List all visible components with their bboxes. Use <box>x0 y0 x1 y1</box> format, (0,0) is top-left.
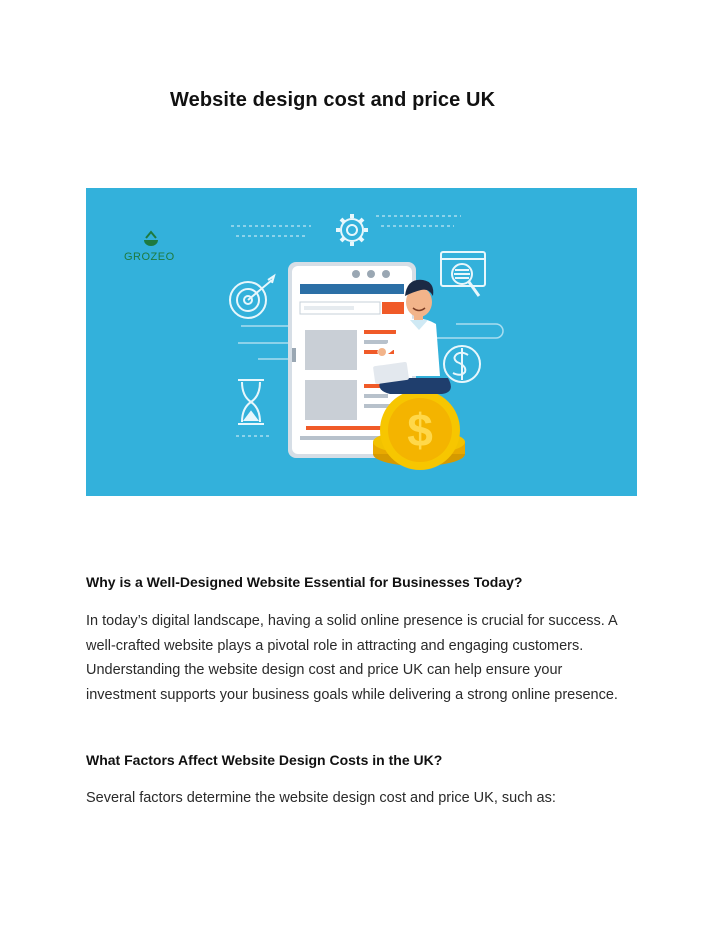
hero-illustration <box>86 188 637 496</box>
page-title: Website design cost and price UK <box>170 89 496 111</box>
section-heading: Why is a Well-Designed Website Essential for Businesses Today? <box>86 574 523 590</box>
coin-dollar-sign: $ <box>407 404 433 456</box>
section-paragraph: In today’s digital landscape, having a solid online presence is crucial for success. A well-crafted website plays a pivotal role in attracting and engaging customers. Understanding the website design cost and price UK can help ensure your investment supports your business goals while delivering a strong online presence. <box>86 613 618 703</box>
section-heading: What Factors Affect Website Design Costs in the UK? <box>86 752 443 768</box>
section-paragraph: Several factors determine the website design cost and price UK, such as: <box>86 790 556 806</box>
logo-text: GROZEO <box>124 251 175 263</box>
